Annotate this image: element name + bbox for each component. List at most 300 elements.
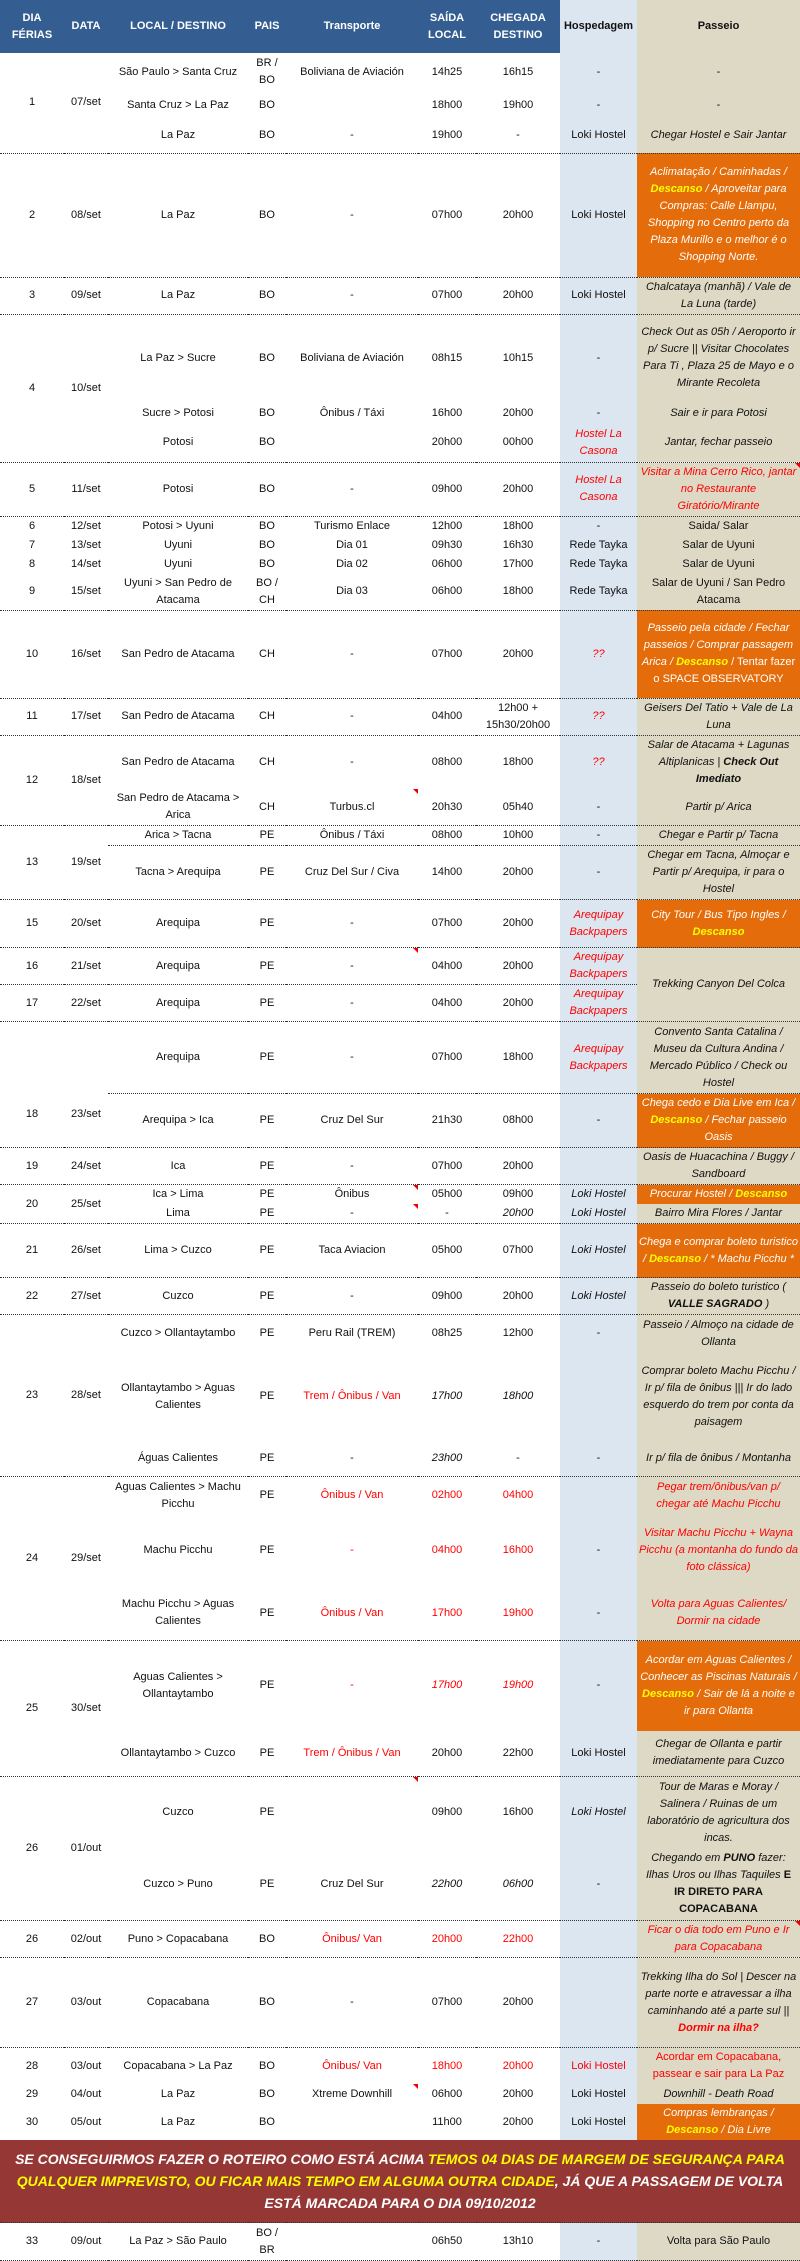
chegada-cell: 19h00 bbox=[502, 98, 534, 111]
hospedagem-cell: Loki Hostel bbox=[560, 119, 637, 153]
transporte-cell: - bbox=[286, 1641, 418, 1731]
saida-cell: 07h00 bbox=[418, 900, 476, 948]
chegada-cell: 20h00 bbox=[476, 462, 560, 516]
passeio-cell: Convento Santa Catalina / Museu da Cultura Andina / Mercado Público / Check ou Hostel bbox=[637, 1022, 800, 1094]
passeio-cell bbox=[637, 2104, 800, 2140]
local-cell: Arequipa bbox=[108, 948, 248, 985]
saida-cell: 20h00 bbox=[418, 1921, 476, 1958]
local-cell: Ollantaytambo > Aguas Calientes bbox=[120, 1381, 236, 1411]
safety-margin-banner bbox=[0, 2140, 800, 2223]
chegada-cell: 05h40 bbox=[502, 800, 534, 813]
passeio-cell: Saida/ Salar bbox=[637, 516, 800, 536]
hospedagem-cell: - bbox=[560, 2223, 637, 2261]
pais-cell: BO bbox=[248, 1958, 286, 2048]
passeio-cell: Chegar Hostel e Sair Jantar bbox=[637, 119, 800, 153]
chegada-cell: 20h00 bbox=[502, 2115, 534, 2128]
data-cell: 09/set bbox=[64, 277, 108, 314]
passeio-text: Chegando em bbox=[651, 1852, 724, 1865]
saida-cell: 14h00 bbox=[418, 846, 476, 900]
hospedagem-cell: - bbox=[560, 1849, 637, 1921]
transporte-cell: Ônibus / Táxi bbox=[319, 406, 385, 419]
transporte-cell: - bbox=[286, 698, 418, 735]
chegada-cell: 20h00 bbox=[502, 1207, 534, 1219]
data-cell: 11/set bbox=[64, 462, 108, 516]
dia-cell: 8 bbox=[28, 557, 36, 570]
pais-cell: PE bbox=[259, 1544, 275, 1556]
hospedagem-cell: Arequipay Backpapers bbox=[560, 900, 637, 948]
passeio-cell: Bairro Mira Flores / Jantar bbox=[637, 1204, 800, 1224]
passeio-cell: Visitar a Mina Cerro Rico, jantar no Restaurante Giratório/Mirante bbox=[637, 462, 800, 516]
col-chegada: CHEGADA DESTINO bbox=[476, 0, 560, 53]
pais-cell: PE bbox=[259, 1390, 275, 1402]
hospedagem-cell: - bbox=[560, 1641, 637, 1731]
pais-cell: PE bbox=[248, 1022, 286, 1094]
col-pais: PAIS bbox=[248, 0, 286, 53]
table-row bbox=[0, 1641, 800, 1731]
pais-cell: CH bbox=[248, 698, 286, 735]
hospedagem-cell: - bbox=[560, 402, 637, 424]
hospedagem-cell: Rede Tayka bbox=[560, 555, 637, 574]
table-row bbox=[0, 314, 800, 402]
transporte-cell: Cruz Del Sur bbox=[286, 1094, 418, 1148]
passeio-bold-text: E IR DIRETO PARA COPACABANA bbox=[674, 1869, 792, 1916]
passeio-cell: Geisers Del Tatio + Vale de La Luna bbox=[637, 698, 800, 735]
transporte-cell: Boliviana de Aviación bbox=[286, 314, 418, 402]
hospedagem-cell: Arequipay Backpapers bbox=[560, 948, 637, 985]
hospedagem-cell: - bbox=[560, 516, 637, 536]
transporte-cell: Boliviana de Aviación bbox=[300, 65, 404, 78]
passeio-cell: Check Out as 05h / Aeroporto ir p/ Sucre || Visitar Chocolates Para Ti , Plaza 25 de Mayo e o Mirante Recoleta bbox=[637, 314, 800, 402]
pais-cell: PE bbox=[248, 1777, 286, 1849]
saida-cell: 07h00 bbox=[418, 1022, 476, 1094]
local-cell: Cuzco bbox=[108, 1278, 248, 1315]
transporte-cell: Ônibus/ Van bbox=[286, 1921, 418, 1958]
hospedagem-cell: - bbox=[560, 826, 637, 846]
saida-cell: 02h00 bbox=[418, 1477, 476, 1515]
pais-cell: PE bbox=[259, 1877, 275, 1890]
saida-cell: 20h00 bbox=[431, 436, 463, 449]
chegada-cell: 16h00 bbox=[476, 1777, 560, 1849]
hospedagem-cell: - bbox=[560, 1441, 637, 1477]
passeio-text: Chega cedo e Dia Live em Ica / bbox=[641, 1097, 796, 1109]
saida-cell: 20h30 bbox=[431, 800, 463, 813]
data-cell: 05/out bbox=[70, 2115, 102, 2128]
table-row bbox=[0, 1204, 800, 1224]
data-cell: 01/out bbox=[64, 1777, 108, 1921]
local-cell: San Pedro de Atacama > Arica bbox=[116, 792, 240, 821]
dia-cell: 4 bbox=[0, 314, 64, 462]
dia-cell: 11 bbox=[0, 698, 64, 735]
hospedagem-cell: - bbox=[560, 53, 637, 91]
hospedagem-cell bbox=[560, 1148, 637, 1185]
pais-cell: PE bbox=[248, 846, 286, 900]
passeio-cell: Pegar trem/ônibus/van p/ chegar até Machu Picchu bbox=[637, 1477, 800, 1515]
passeio-cell: Volta para São Paulo bbox=[637, 2223, 800, 2261]
chegada-cell: - bbox=[516, 129, 520, 142]
passeio-cell bbox=[637, 1224, 800, 1278]
passeio-cell: Jantar, fechar passeio bbox=[637, 424, 800, 462]
hospedagem-cell: Rede Tayka bbox=[560, 574, 637, 611]
col-transporte: Transporte bbox=[286, 0, 418, 53]
hospedagem-cell bbox=[560, 1958, 637, 2048]
pais-cell: BO bbox=[248, 314, 286, 402]
passeio-cell: Passeio / Almoço na cidade de Ollanta bbox=[637, 1315, 800, 1353]
table-row bbox=[0, 1315, 800, 1353]
local-cell: San Pedro de Atacama bbox=[108, 610, 248, 698]
saida-cell: 22h00 bbox=[431, 1877, 463, 1890]
table-row bbox=[0, 610, 800, 698]
saida-cell: 07h00 bbox=[418, 1148, 476, 1185]
chegada-cell: 20h00 bbox=[502, 406, 534, 419]
hospedagem-cell: - bbox=[560, 1315, 637, 1353]
data-cell: 25/set bbox=[64, 1185, 108, 1224]
passeio-bold-text: Check Out Imediato bbox=[695, 755, 779, 785]
data-cell: 24/set bbox=[64, 1148, 108, 1185]
transporte-cell: - bbox=[286, 1278, 418, 1315]
chegada-cell: 19h00 bbox=[502, 1606, 534, 1619]
local-cell: Arequipa bbox=[108, 1022, 248, 1094]
data-cell: 27/set bbox=[64, 1278, 108, 1315]
descanso-highlight: Descanso bbox=[642, 1687, 695, 1700]
descanso-highlight: Descanso bbox=[676, 656, 729, 668]
saida-cell: 08h00 bbox=[418, 826, 476, 846]
data-text: 23/set bbox=[71, 1107, 101, 1120]
data-cell: 21/set bbox=[64, 948, 108, 985]
chegada-cell: 09h00 bbox=[476, 1185, 560, 1205]
passeio-cell bbox=[637, 1849, 800, 1921]
passeio-cell bbox=[637, 1094, 800, 1148]
passeio-cell: Tour de Maras e Moray / Salinera / Ruinas de um laboratório de agricultura dos incas. bbox=[637, 1777, 800, 1849]
table-row bbox=[0, 1185, 800, 1205]
pais-cell: PE bbox=[259, 1746, 275, 1759]
saida-cell: 07h00 bbox=[418, 1958, 476, 2048]
chegada-cell: 20h00 bbox=[476, 2048, 560, 2085]
transporte-cell: - bbox=[286, 153, 418, 277]
transporte-cell: Ônibus bbox=[286, 1185, 418, 1205]
dia-cell: 12 bbox=[0, 735, 64, 826]
hospedagem-cell: Loki Hostel bbox=[560, 1731, 637, 1777]
transporte-cell: - bbox=[286, 1204, 418, 1224]
saida-cell: 07h00 bbox=[418, 610, 476, 698]
chegada-cell: 20h00 bbox=[476, 985, 560, 1022]
transporte-cell bbox=[286, 1777, 418, 1849]
col-passeio: Passeio bbox=[637, 0, 800, 53]
passeio-text: City Tour / Bus Tipo Ingles / bbox=[651, 908, 786, 921]
passeio-text: Passeio do boleto turistico ( bbox=[650, 1281, 787, 1293]
passeio-cell bbox=[637, 1278, 800, 1315]
dia-cell: 6 bbox=[0, 516, 64, 536]
chegada-cell: 12h00 bbox=[476, 1315, 560, 1353]
passeio-text: Compras lembranças / bbox=[663, 2107, 774, 2119]
hospedagem-cell: Loki Hostel bbox=[560, 153, 637, 277]
header-row bbox=[0, 0, 800, 53]
hospedagem-cell bbox=[560, 1921, 637, 1958]
saida-cell: 04h00 bbox=[418, 698, 476, 735]
data-cell: 26/set bbox=[64, 1224, 108, 1278]
local-cell: Cuzco > Ollantaytambo bbox=[108, 1315, 248, 1353]
saida-cell: 07h00 bbox=[418, 277, 476, 314]
dia-cell: 19 bbox=[0, 1148, 64, 1185]
dia-cell: 29 bbox=[25, 2087, 39, 2100]
local-cell: Machu Picchu bbox=[143, 1544, 213, 1556]
pais-cell: BO bbox=[259, 406, 275, 419]
pais-cell: BO bbox=[259, 98, 275, 111]
local-cell: Potosi > Uyuni bbox=[108, 516, 248, 536]
saida-cell: 09h30 bbox=[431, 538, 463, 551]
data-cell: 18/set bbox=[64, 735, 108, 826]
banner-text bbox=[0, 2140, 800, 2223]
table-row bbox=[0, 1849, 800, 1921]
table-row bbox=[0, 1731, 800, 1777]
pais-cell: PE bbox=[248, 1278, 286, 1315]
data-cell: 03/out bbox=[64, 2048, 108, 2085]
saida-cell: 14h25 bbox=[431, 65, 463, 78]
table-row bbox=[0, 402, 800, 424]
dia-cell: 28 bbox=[0, 2048, 64, 2085]
local-cell: Arequipa bbox=[108, 985, 248, 1022]
descanso-highlight: Descanso bbox=[666, 2124, 719, 2136]
data-cell bbox=[64, 1022, 108, 1148]
local-cell: Arica > Tacna bbox=[108, 826, 248, 846]
table-row bbox=[0, 735, 800, 789]
transporte-cell: Ônibus / Van bbox=[320, 1606, 384, 1619]
saida-cell: 12h00 bbox=[418, 516, 476, 536]
data-cell: 07/set bbox=[71, 96, 101, 109]
chegada-cell: 06h00 bbox=[502, 1877, 534, 1890]
passeio-cell: Acordar em Copacabana, passear e sair para La Paz bbox=[637, 2048, 800, 2085]
saida-cell: 06h50 bbox=[418, 2223, 476, 2261]
dia-cell: 22 bbox=[0, 1278, 64, 1315]
table-row bbox=[0, 555, 800, 574]
table-row bbox=[0, 1353, 800, 1441]
banner-part2: , JÁ QUE A PASSAGEM DE VOLTA ESTÁ MARCADA PARA O DIA 09/10/2012 bbox=[264, 2173, 784, 2211]
dia-cell: 30 bbox=[25, 2115, 39, 2128]
data-cell: 16/set bbox=[64, 610, 108, 698]
hospedagem-cell: Loki Hostel bbox=[560, 2084, 637, 2104]
data-cell: 20/set bbox=[64, 900, 108, 948]
local-cell: Puno > Copacabana bbox=[108, 1921, 248, 1958]
passeio-text: / Dia Livre bbox=[718, 2124, 771, 2136]
passeio-cell: Volta para Aguas Calientes/ Dormir na cidade bbox=[637, 1587, 800, 1641]
dia-cell: 2 bbox=[0, 153, 64, 277]
hospedagem-cell: Loki Hostel bbox=[560, 1777, 637, 1849]
chegada-cell: 20h00 bbox=[476, 610, 560, 698]
passeio-cell: Chegar de Ollanta e partir imediatamente para Cuzco bbox=[637, 1731, 800, 1777]
table-row bbox=[0, 277, 800, 314]
saida-cell: 21h30 bbox=[418, 1094, 476, 1148]
local-cell: Potosi bbox=[162, 436, 194, 449]
saida-cell: 05h00 bbox=[418, 1224, 476, 1278]
table-row bbox=[0, 53, 800, 91]
saida-cell: 06h00 bbox=[431, 2087, 463, 2100]
passeio-cell bbox=[637, 1958, 800, 2048]
local-cell: La Paz > São Paulo bbox=[108, 2223, 248, 2261]
pais-cell: PE bbox=[248, 1185, 286, 1205]
passeio-cell: Salar de Uyuni bbox=[637, 555, 800, 574]
dia-cell: 27 bbox=[0, 1958, 64, 2048]
transporte-cell: Trem / Ônibus / Van bbox=[303, 1746, 401, 1759]
saida-cell: 16h00 bbox=[431, 406, 463, 419]
pais-cell: BO bbox=[259, 538, 275, 551]
saida-cell: 06h00 bbox=[431, 557, 463, 570]
passeio-text: Acordar em Aguas Calientes / Conhecer as Piscinas Naturais / bbox=[640, 1653, 797, 1683]
pais-cell: CH bbox=[248, 735, 286, 789]
passeio-text: / * Machu Picchu * bbox=[701, 1252, 795, 1265]
passeio-text: Passeio pela cidade / Fechar passeios / Comprar passagem Arica / bbox=[641, 622, 794, 668]
data-cell: 09/out bbox=[64, 2223, 108, 2261]
table-row bbox=[0, 119, 800, 153]
local-cell: San Pedro de Atacama bbox=[108, 698, 248, 735]
chegada-cell: 17h00 bbox=[502, 557, 534, 570]
passeio-alert-text: Dormir na ilha? bbox=[678, 2021, 759, 2034]
hospedagem-cell: Hostel La Casona bbox=[560, 462, 637, 516]
pais-cell: PE bbox=[259, 1207, 275, 1219]
passeio-bold-text: VALLE SAGRADO bbox=[667, 1298, 763, 1310]
chegada-cell: 10h00 bbox=[476, 826, 560, 846]
local-cell: Copacabana > La Paz bbox=[108, 2048, 248, 2085]
saida-cell: 17h00 bbox=[431, 1390, 463, 1402]
pais-cell: PE bbox=[248, 948, 286, 985]
chegada-cell: 16h15 bbox=[502, 65, 534, 78]
data-cell: 10/set bbox=[64, 314, 108, 462]
pais-cell: BR / BO bbox=[256, 57, 278, 86]
passeio-text: Procurar Hostel / bbox=[649, 1188, 736, 1200]
pais-cell: PE bbox=[248, 900, 286, 948]
dia-cell: 3 bbox=[0, 277, 64, 314]
transporte-cell: Dia 01 bbox=[336, 538, 368, 551]
hospedagem-cell: Arequipay Backpapers bbox=[560, 1022, 637, 1094]
table-row bbox=[0, 516, 800, 536]
hospedagem-cell: - bbox=[560, 1094, 637, 1148]
descanso-highlight: Descanso bbox=[735, 1188, 788, 1200]
pais-cell: BO bbox=[248, 153, 286, 277]
local-cell: Ica > Lima bbox=[108, 1185, 248, 1205]
passeio-cell: Trekking Canyon Del Colca bbox=[637, 948, 800, 1022]
passeio-cell: Sair e ir para Potosi bbox=[637, 402, 800, 424]
table-row bbox=[0, 1958, 800, 2048]
saida-cell: 07h00 bbox=[418, 153, 476, 277]
pais-cell: BO / CH bbox=[255, 576, 278, 606]
hospedagem-cell: Loki Hostel bbox=[560, 1278, 637, 1315]
local-cell: Sucre > Potosi bbox=[142, 406, 214, 419]
col-data: DATA bbox=[64, 0, 108, 53]
local-cell: São Paulo > Santa Cruz bbox=[118, 65, 238, 78]
chegada-cell: 08h00 bbox=[476, 1094, 560, 1148]
transporte-cell: - bbox=[350, 129, 354, 142]
pais-cell: PE bbox=[248, 1641, 286, 1731]
passeio-text: Trekking Ilha do Sol | Descer na parte norte e atravessar a ilha caminhando até a parte sul || bbox=[640, 1970, 797, 2017]
data-cell: 15/set bbox=[71, 585, 101, 597]
dia-cell bbox=[0, 1022, 64, 1148]
saida-cell: 18h00 bbox=[418, 2048, 476, 2085]
hospedagem-cell: ?? bbox=[560, 698, 637, 735]
local-cell: Aguas Calientes > Ollantaytambo bbox=[108, 1641, 248, 1731]
chegada-cell: 20h00 bbox=[476, 846, 560, 900]
dia-cell: 16 bbox=[0, 948, 64, 985]
transporte-cell bbox=[286, 424, 418, 462]
transporte-cell bbox=[286, 2223, 418, 2261]
dia-cell: 10 bbox=[0, 610, 64, 698]
transporte-cell: - bbox=[286, 735, 418, 789]
saida-cell: 04h00 bbox=[431, 1544, 463, 1556]
passeio-cell bbox=[637, 900, 800, 948]
saida-cell: 09h00 bbox=[418, 462, 476, 516]
chegada-cell: 18h00 bbox=[476, 516, 560, 536]
saida-cell: 08h00 bbox=[418, 735, 476, 789]
passeio-cell: Comprar boleto Machu Picchu / Ir p/ fila de ônibus ||| Ir do lado esquerdo do trem por conta da paisagem bbox=[637, 1353, 800, 1441]
table-row bbox=[0, 1477, 800, 1515]
hospedagem-cell bbox=[560, 1477, 637, 1515]
passeio-cell: Visitar Machu Picchu + Wayna Picchu (a montanha do fundo da foto clássica) bbox=[637, 1515, 800, 1587]
transporte-cell: - bbox=[286, 462, 418, 516]
dia-cell: 23 bbox=[0, 1315, 64, 1477]
dia-cell: 1 bbox=[28, 96, 36, 109]
passeio-cell bbox=[637, 1185, 800, 1205]
chegada-cell: 16h00 bbox=[502, 1544, 534, 1556]
chegada-cell: 18h00 bbox=[476, 1022, 560, 1094]
local-cell: Arequipa bbox=[108, 900, 248, 948]
transporte-cell: Peru Rail (TREM) bbox=[286, 1315, 418, 1353]
chegada-cell: 12h00 + 15h30/20h00 bbox=[476, 698, 560, 735]
local-cell: La Paz bbox=[108, 153, 248, 277]
hospedagem-cell: Loki Hostel bbox=[560, 2048, 637, 2085]
table-row bbox=[0, 948, 800, 985]
table-row bbox=[0, 1777, 800, 1849]
col-local: LOCAL / DESTINO bbox=[108, 0, 248, 53]
local-cell: Lima > Cuzco bbox=[108, 1224, 248, 1278]
transporte-cell bbox=[286, 91, 418, 119]
transporte-cell: Cruz Del Sur bbox=[320, 1877, 384, 1890]
dia-cell: 24 bbox=[0, 1477, 64, 1641]
local-cell: San Pedro de Atacama bbox=[108, 735, 248, 789]
local-cell: Uyuni > San Pedro de Atacama bbox=[124, 576, 232, 606]
chegada-cell: 20h00 bbox=[502, 2087, 534, 2100]
dia-cell: 21 bbox=[0, 1224, 64, 1278]
data-cell: 22/set bbox=[64, 985, 108, 1022]
table-row bbox=[0, 1441, 800, 1477]
data-cell: 13/set bbox=[71, 538, 101, 551]
chegada-cell: 20h00 bbox=[476, 277, 560, 314]
dia-cell: 9 bbox=[28, 585, 36, 597]
pais-cell: BO bbox=[248, 277, 286, 314]
hospedagem-cell: ?? bbox=[560, 735, 637, 789]
dia-cell: 25 bbox=[0, 1641, 64, 1777]
chegada-cell: 20h00 bbox=[476, 900, 560, 948]
passeio-text: / Tentar fazer o SPACE OBSERVATORY bbox=[653, 656, 796, 685]
local-cell: Uyuni bbox=[163, 538, 193, 551]
pais-cell: BO bbox=[248, 1921, 286, 1958]
pais-cell: BO bbox=[259, 2087, 275, 2100]
banner-part1: SE CONSEGUIRMOS FAZER O ROTEIRO COMO ESTÁ ACIMA bbox=[15, 2151, 428, 2167]
passeio-cell: Chegar em Tacna, Almoçar e Partir p/ Arequipa, ir para o Hostel bbox=[637, 846, 800, 900]
pais-cell: BO bbox=[259, 557, 275, 570]
table-row bbox=[0, 424, 800, 462]
local-cell: La Paz bbox=[160, 129, 196, 142]
passeio-cell: Chegar e Partir p/ Tacna bbox=[637, 826, 800, 846]
chegada-cell: 19h00 bbox=[476, 1641, 560, 1731]
chegada-cell: 22h00 bbox=[502, 1746, 534, 1759]
passeio-cell bbox=[637, 1641, 800, 1731]
local-cell: La Paz bbox=[108, 277, 248, 314]
saida-cell: 11h00 bbox=[432, 2115, 462, 2128]
hospedagem-cell: Loki Hostel bbox=[560, 277, 637, 314]
transporte-cell: Cruz Del Sur / Civa bbox=[286, 846, 418, 900]
transporte-cell: - bbox=[350, 1451, 354, 1464]
table-row bbox=[0, 1921, 800, 1958]
table-row bbox=[0, 574, 800, 611]
saida-cell: 04h00 bbox=[418, 948, 476, 985]
local-cell: La Paz bbox=[160, 2087, 196, 2100]
